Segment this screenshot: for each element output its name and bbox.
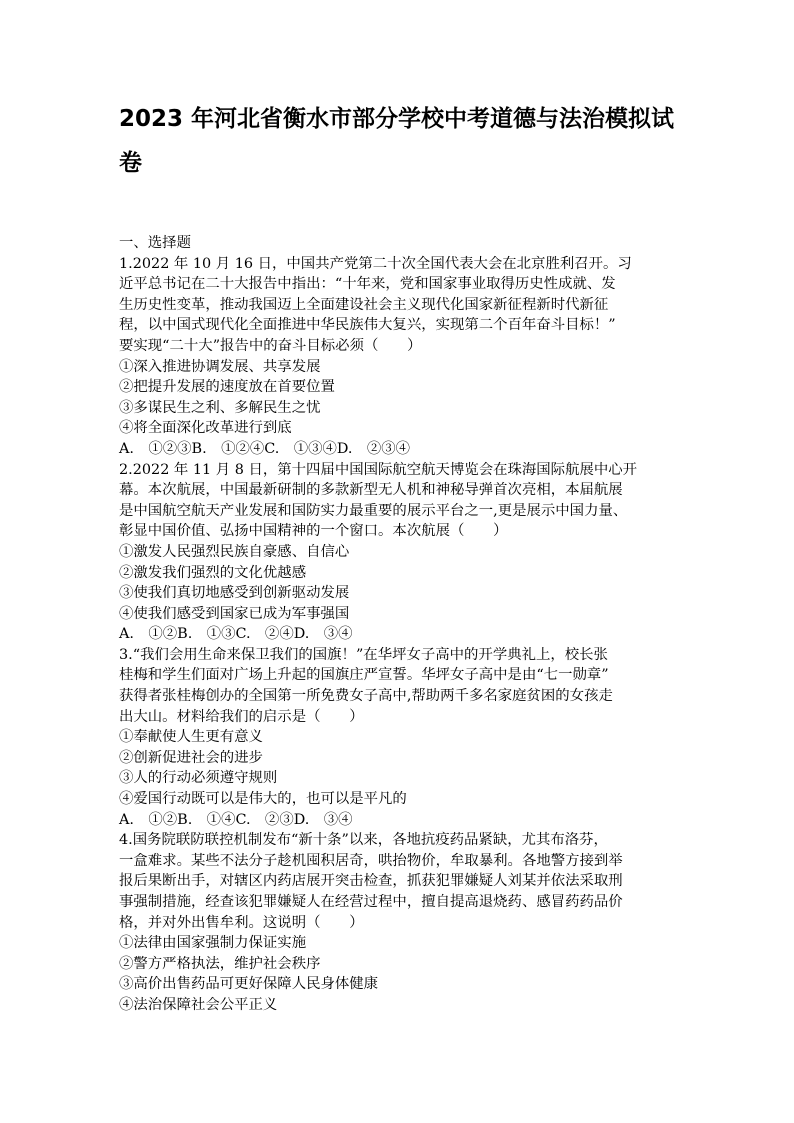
question-text-line: 桂梅和学生们面对广场上升起的国旗庄严宣誓。华坪女子高中是由“七一勋章”: [119, 667, 609, 684]
question-3: [119, 645, 689, 830]
answer-options: A. ①②B. ①④C. ②③D. ③④: [119, 811, 353, 828]
statement-item: ④使我们感受到国家已成为军事强国: [119, 605, 350, 622]
statement-item: ②警方严格执法，维护社会秩序: [119, 955, 321, 972]
statement-item: ③高价出售药品可更好保障人民身体健康: [119, 976, 379, 993]
statement-item: ③人的行动必须遵守规则: [119, 770, 278, 787]
statement-item: ②激发我们强烈的文化优越感: [119, 564, 307, 581]
question-text-line: 格，并对外出售牟利。这说明（ ）: [119, 914, 364, 931]
title-line-2: 卷: [119, 150, 142, 176]
statement-item: ①深入推进协调发展、共享发展: [119, 358, 321, 375]
question-2: [119, 460, 689, 645]
statement-item: ③多谋民生之利、多解民生之忧: [119, 399, 321, 416]
question-text-line: 彰显中国价值、弘扬中国精神的一个窗口。本次航展（ ）: [119, 523, 508, 540]
question-text-line: 是中国航空航天产业发展和国防实力最重要的展示平台之一,更是展示中国力量、: [119, 502, 628, 519]
question-text-line: 近平总书记在二十大报告中指出：“十年来，党和国家事业取得历史性成就、发: [119, 276, 616, 293]
statement-item: ①法律由国家强制力保证实施: [119, 935, 307, 952]
exam-content: [119, 233, 689, 1016]
question-text-line: 幕。本次航展，中国最新研制的多款新型无人机和神秘导弹首次亮相，本届航展: [119, 482, 623, 499]
statement-item: ④法治保障社会公平正义: [119, 996, 278, 1013]
section-heading: 一、选择题: [119, 235, 191, 251]
answer-options: A. ①②B. ①③C. ②④D. ③④: [119, 626, 353, 643]
title-line-1: 2023 年河北省衡水市部分学校中考道德与法治模拟试: [119, 106, 675, 132]
statement-item: ①奉献使人生更有意义: [119, 729, 263, 746]
question-1: [119, 254, 689, 460]
answer-options: A. ①②③B. ①②④C. ①③④D. ②③④: [119, 440, 411, 457]
question-text-line: 4.国务院联防联控机制发布“新十条”以来，各地抗疫药品紧缺，尤其布洛芬，: [119, 832, 608, 849]
question-text-line: 3.“我们会用生命来保卫我们的国旗！”在华坪女子高中的开学典礼上，校长张: [119, 646, 608, 663]
statement-item: ①激发人民强烈民族自豪感、自信心: [119, 543, 350, 560]
question-text-line: 事强制措施，经查该犯罪嫌疑人在经营过程中，擅自提高退烧药、感冒药药品价: [119, 894, 623, 910]
question-text-line: 出大山。材料给我们的启示是（ ）: [119, 708, 364, 725]
question-text-line: 1.2022 年 10 月 16 日，中国共产党第二十次全国代表大会在北京胜利召开。习: [119, 255, 632, 272]
question-text-line: 2.2022 年 11 月 8 日，第十四届中国国际航空航天博览会在珠海国际航展中心开: [119, 461, 638, 478]
exam-title: [119, 97, 679, 185]
question-text-line: 要实现“二十大”报告中的奋斗目标必须（ ）: [119, 337, 422, 354]
statement-item: ④爱国行动既可以是伟大的，也可以是平凡的: [119, 791, 407, 808]
question-4: [119, 830, 689, 1015]
statement-item: ②把提升发展的速度放在首要位置: [119, 379, 335, 396]
question-text-line: 报后果断出手，对辖区内药店展开突击检查，抓获犯罪嫌疑人刘某并依法采取刑: [119, 873, 623, 890]
statement-item: ②创新促进社会的进步: [119, 749, 263, 766]
question-text-line: 一盒难求。某些不法分子趁机囤积居奇，哄抬物价，牟取暴利。各地警方接到举: [119, 852, 623, 869]
statement-item: ④将全面深化改革进行到底: [119, 420, 292, 437]
question-text-line: 生历史性变革，推动我国迈上全面建设社会主义现代化国家新征程新时代新征: [119, 296, 609, 313]
question-text-line: 获得者张桂梅创办的全国第一所免费女子高中,帮助两千多名家庭贫困的女孩走: [119, 688, 613, 705]
statement-item: ③使我们真切地感受到创新驱动发展: [119, 585, 350, 602]
question-text-line: 程，以中国式现代化全面推进中华民族伟大复兴，实现第二个百年奋斗目标！”: [119, 317, 616, 334]
